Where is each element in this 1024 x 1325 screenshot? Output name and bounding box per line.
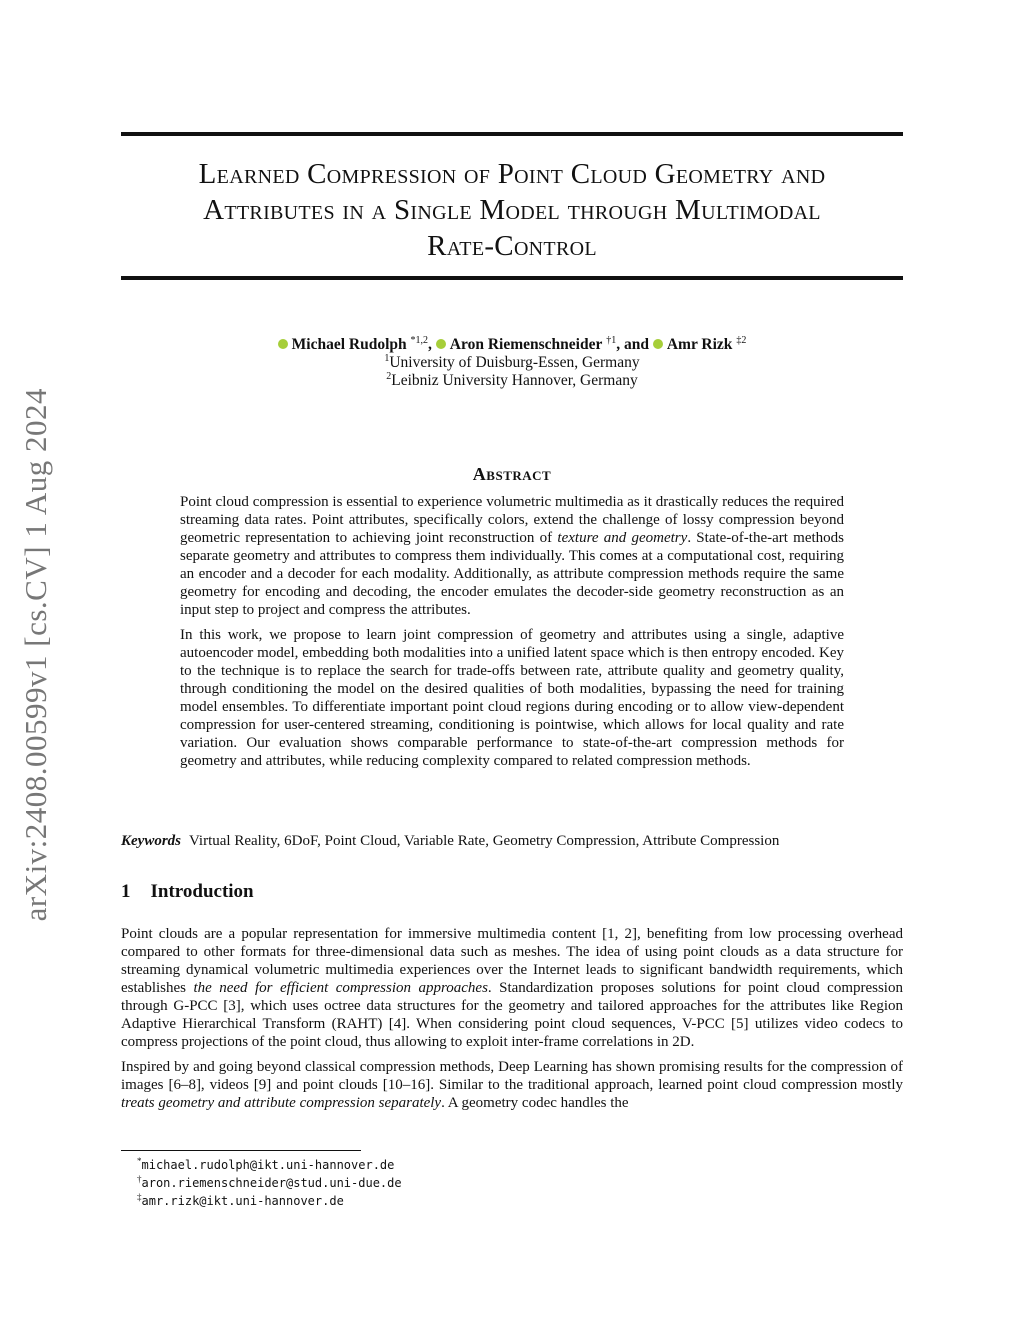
author-marks: †1 bbox=[606, 334, 617, 346]
author-marks: *1,2 bbox=[410, 334, 429, 346]
abstract-heading: Abstract bbox=[472, 464, 552, 484]
footnotes bbox=[137, 1156, 402, 1210]
orcid-icon[interactable] bbox=[653, 339, 663, 349]
arxiv-identifier: arXiv:2408.00599v1 [cs.CV] 1 Aug 2024 bbox=[18, 388, 53, 922]
keywords bbox=[121, 832, 903, 850]
affiliation: $^2$Leibniz University Hannover, Germany bbox=[386, 370, 638, 389]
section-heading: 1 Introduction bbox=[121, 881, 254, 902]
author-block bbox=[121, 336, 903, 390]
orcid-icon[interactable] bbox=[436, 339, 446, 349]
author-name: Amr Rizk bbox=[666, 336, 733, 353]
intro-body bbox=[121, 925, 903, 1119]
footnote-rule bbox=[121, 1150, 361, 1151]
title-bottom-rule bbox=[121, 276, 903, 280]
body-paragraph: Inspired by and going beyond classical compression methods, Deep Learning has shown promising results for the compression of images [6–8], videos [9] and point clouds [10–16]. Similar to the traditional approach, learned point cloud compression mostly treats geometry and attribute compression separately. A geometry codec handles the bbox=[121, 1059, 903, 1111]
orcid-icon[interactable] bbox=[278, 339, 288, 349]
author-marks: ‡2 bbox=[736, 334, 747, 346]
body-paragraph: Point clouds are a popular representation for immersive multimedia content [1, 2], benefiting from low processing overhead compared to other formats for three-dimensional data such as meshes. The idea of using point clouds as a data structure for streaming dynamical volumetric multimedia experiences over the Internet leads to significant bandwidth requirements, which establishes the need for efficient compression approaches. Standardization proposes solutions for point cloud compression through G-PCC [3], which uses octree data structures for the geometry and tailored approaches for the attributes like Region Adaptive Hierarchical Transform (RAHT) [4]. When considering point cloud sequences, V-PCC [5] utilizes video codecs to compress projections of the point cloud, thus allowing to exploit inter-frame correlations in 2D. bbox=[121, 926, 903, 1050]
abstract-paragraph: Point cloud compression is essential to experience volumetric multimedia as it drastically reduces the required streaming data rates. Point attributes, specifically colors, extend the challenge of lossy compression beyond geometric representation to achieving joint reconstruction of texture and geometry. State-of-the-art methods separate geometry and attributes to compress them individually. This comes at a computational cost, requiring an encoder and a decoder for each modality. Additionally, as attribute compression methods require the same geometry for encoding and decoding, the encoder emulates the decoder-side geometry reconstruction as an input step to project and compress the attributes. bbox=[180, 494, 844, 618]
author-line: Michael Rudolph $^{*1,2}$, Aron Riemenschneider $^{\dagger 1}$, and Amr Rizk $^{\ddagger 2}$ bbox=[121, 336, 903, 354]
keywords-label: Keywords bbox=[121, 833, 181, 849]
footnote: *michael.rudolph@ikt.uni-hannover.de bbox=[137, 1156, 395, 1172]
paper-title: Learned Compression of Point Cloud Geometry and Attributes in a Single Model through Multimodal Rate-Control bbox=[198, 158, 826, 262]
abstract-body bbox=[180, 493, 844, 777]
author-name: Michael Rudolph bbox=[291, 336, 407, 353]
footnote: ‡amr.rizk@ikt.uni-hannover.de bbox=[137, 1192, 344, 1208]
abstract-paragraph: In this work, we propose to learn joint compression of geometry and attributes using a single, adaptive autoencoder model, embedding both modalities into a unified latent space which is then entropy encoded. Key to the technique is to replace the search for trade-offs between rate, attribute quality and geometry quality, through conditioning the model on the desired qualities of both modalities, bypassing the need for training model ensembles. To differentiate important point cloud regions during encoding or to allow view-dependent compression for user-centered streaming, conditioning is pointwise, which allows for local quality and rate variation. Our evaluation shows comparable performance to state-of-the-art compression methods for geometry and attributes, while reducing complexity compared to related compression methods. bbox=[180, 627, 844, 769]
author-name: Aron Riemenschneider bbox=[449, 336, 603, 353]
footnote: †aron.riemenschneider@stud.uni-due.de bbox=[137, 1174, 402, 1190]
keywords-text: Virtual Reality, 6DoF, Point Cloud, Variable Rate, Geometry Compression, Attribute Compression bbox=[189, 833, 780, 849]
affiliation: $^1$University of Duisburg-Essen, Germany bbox=[384, 352, 640, 371]
title-top-rule bbox=[121, 132, 903, 136]
